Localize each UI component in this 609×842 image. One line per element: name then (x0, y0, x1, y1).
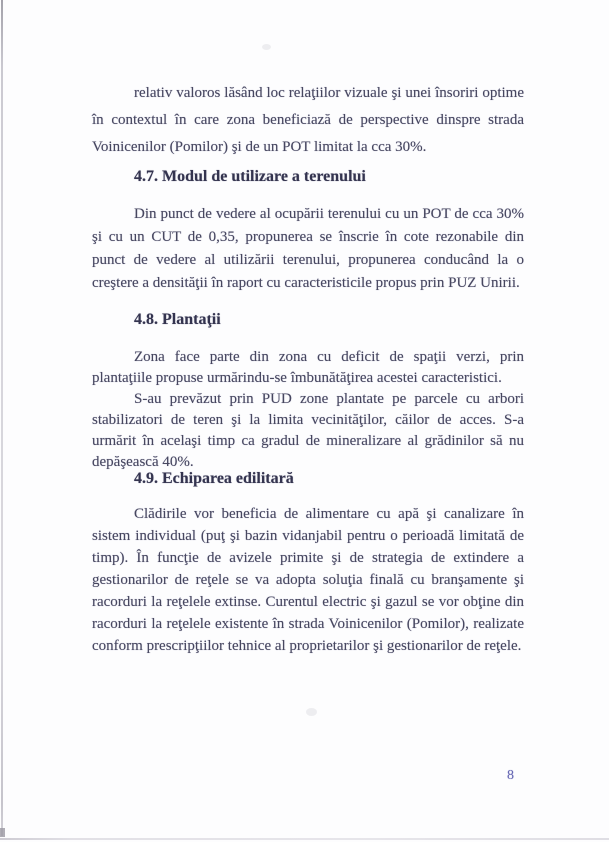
scan-corner-artifact (0, 828, 5, 837)
paragraph-section-4-9: Clădirile vor beneficia de alimentare cu apă şi canalizare în sistem individual (puţ şi bazin vidanjabil pentru o perioadă limitată de timp). În funcţie de avizele primite şi de strategia de extindere a gestionarilor de reţele se va adopta soluţia finală cu branşamente şi racorduri la reţelele extinse. Curentul electric şi gazul se vor obţine din racorduri la reţelele existente în strada Voinicenilor (Pomilor), realizate conform prescripţiilor tehnice al proprietarilor şi gestionarilor de reţele. (92, 506, 524, 654)
scan-smudge (262, 44, 271, 50)
paragraph-section-4-8-second: S-au prevăzut prin PUD zone plantate pe parcele cu arbori stabilizatori de teren şi la limita vecinităţilor, căilor de acces. S-a urmărit în acelaşi timp ca gradul de mineralizare al grădinilor să nu depăşească 40%. (92, 391, 524, 470)
paragraph-section-4-7: Din punct de vedere al ocupării terenului cu un POT de cca 30% şi cu un CUT de 0,35, propunerea se înscrie în cote rezonabile din punct de vedere al utilizării terenului, propunerea conducând la o creştere a densităţii în raport cu caracteristicile propus prin PUZ Unirii. (92, 206, 524, 291)
paragraph-section-4-8-first: Zona face parte din zona cu deficit de spaţii verzi, prin plantaţiile propuse urmărindu-se îmbunătăţirea acestei caracteristici. (92, 349, 524, 386)
section-heading-4-7: 4.7. Modul de utilizare a terenului (134, 168, 366, 185)
section-heading-4-8: 4.8. Plantaţii (134, 311, 221, 328)
scan-bottom-edge-artifact (0, 838, 609, 840)
scan-left-edge-artifact (1, 0, 3, 836)
scan-smudge (306, 708, 317, 716)
section-heading-4-9: 4.9. Echiparea edilitară (134, 470, 294, 487)
page-number: 8 (507, 768, 514, 783)
paragraph-continuation: relativ valoros lăsând loc relaţiilor vizuale şi unei însoriri optime în contextul în care zona beneficiază de perspective dinspre strada Voinicenilor (Pomilor) şi de un POT limitat la cca 30%. (92, 85, 524, 155)
